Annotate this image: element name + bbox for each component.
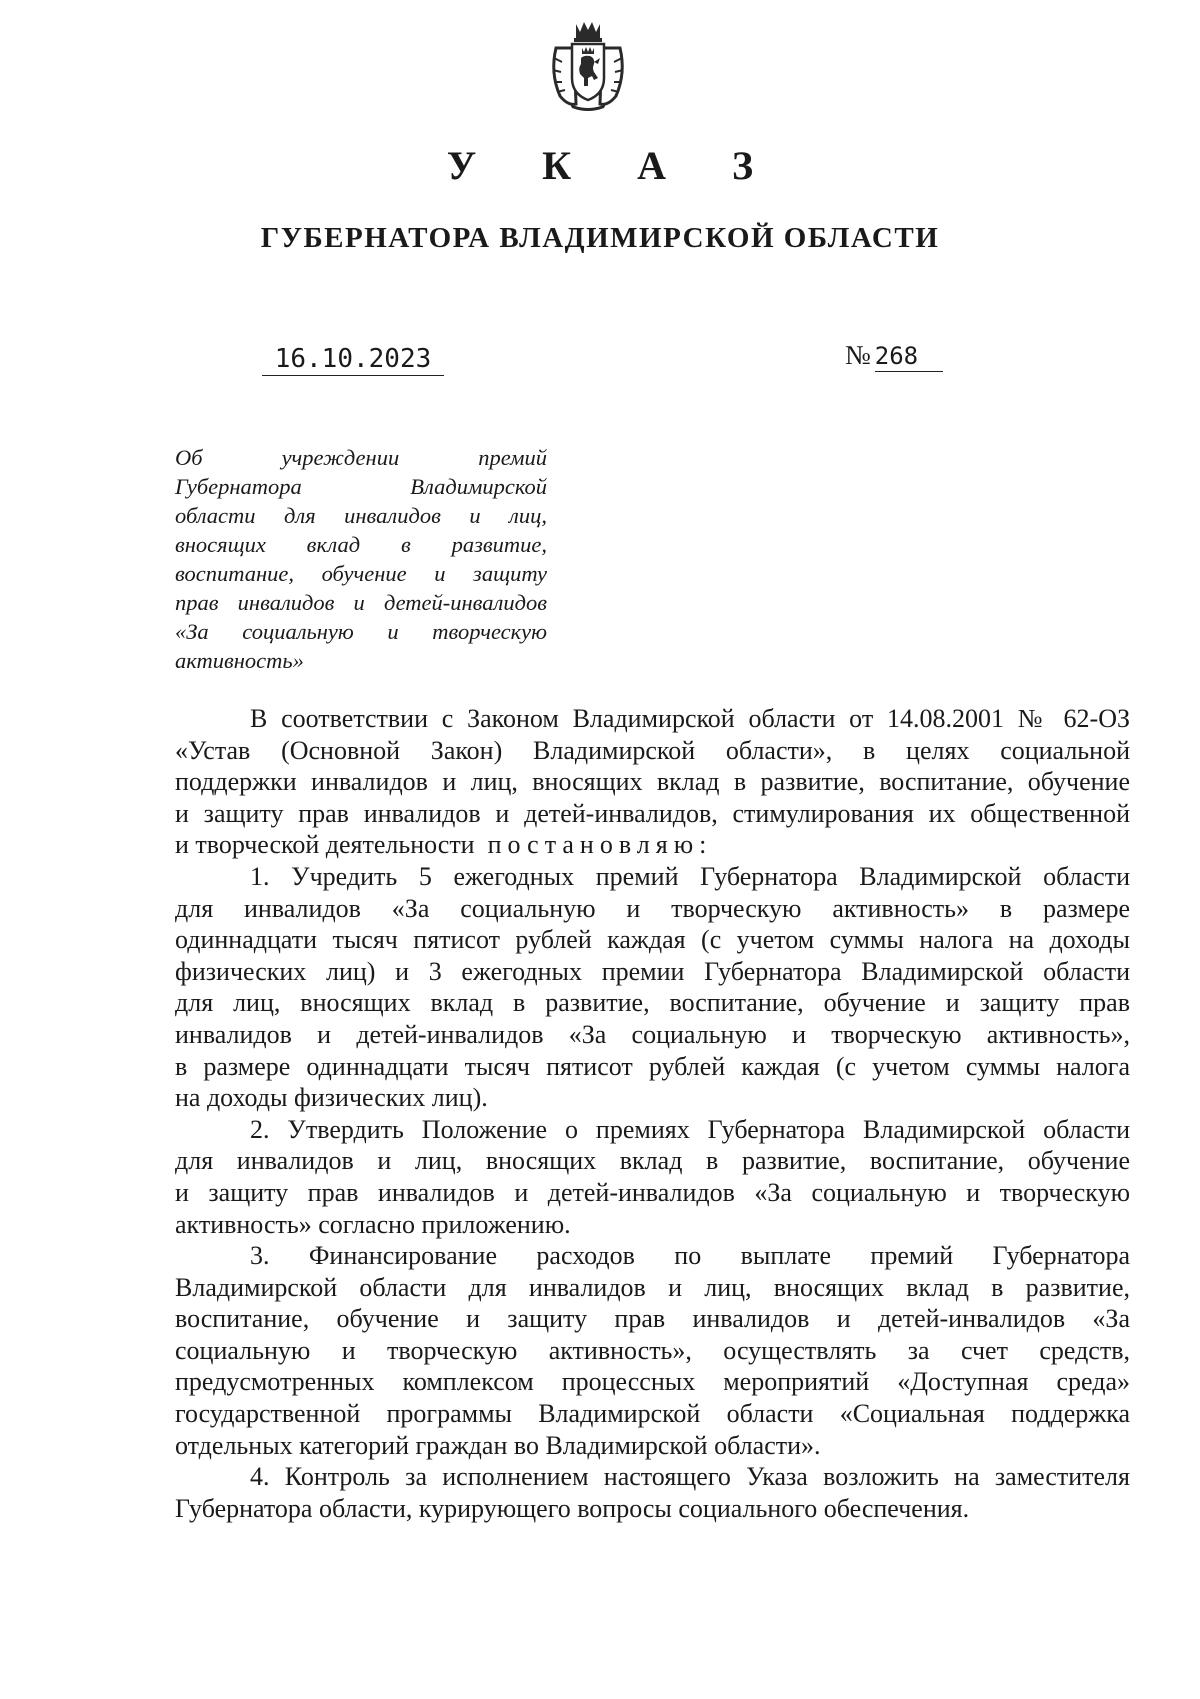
number-value: 268 — [875, 341, 943, 372]
subject-line: воспитание, обучение и защиту — [175, 561, 547, 586]
body-line: активность» согласно приложению. — [175, 1209, 571, 1239]
body-line: «Устав (Основной Закон) Владимирской области», в целях социальной — [175, 735, 1130, 765]
body-line: для инвалидов и лиц, вносящих вклад в развитие, воспитание, обучение — [175, 1146, 1130, 1176]
body-line: физических лиц) и 3 ежегодных премии Губернатора Владимирской области — [175, 956, 1130, 986]
body-line: 3. Финансирование расходов по выплате премий Губернатора — [250, 1241, 1130, 1271]
body-text: и творческой деятельности — [175, 830, 475, 860]
body-line: 1. Учредить 5 ежегодных премий Губернатора Владимирской области — [250, 861, 1130, 891]
document-number — [845, 340, 945, 372]
body-line: социальную и творческую активность», осуществлять за счет средств, — [175, 1335, 1130, 1365]
body-line: 2. Утвердить Положение о премиях Губернатора Владимирской области — [250, 1114, 1130, 1144]
body-line — [175, 829, 1130, 861]
subject-line: Губернатора Владимирской — [175, 474, 547, 499]
subject-line: «За социальную и творческую — [175, 619, 547, 644]
document-subject — [175, 443, 547, 675]
body-line: для лиц, вносящих вклад в развитие, воспитание, обучение и защиту прав — [175, 988, 1130, 1018]
body-line: в размере одиннадцати тысяч пятисот рублей каждая (с учетом суммы налога — [175, 1051, 1130, 1081]
subject-line: прав инвалидов и детей-инвалидов — [175, 590, 547, 615]
body-line: на доходы физических лиц). — [175, 1083, 488, 1113]
subject-line: вносящих вклад в развитие, — [175, 532, 547, 557]
subject-line: области для инвалидов и лиц, — [175, 503, 547, 528]
coat-of-arms-icon — [548, 18, 628, 112]
body-line: В соответствии с Законом Владимирской области от 14.08.2001 № 62-ОЗ — [250, 704, 1130, 733]
subject-line: активность» — [175, 648, 304, 673]
decree-keyword: постановляю: — [487, 830, 713, 860]
document-body — [175, 703, 1130, 1524]
body-line: 4. Контроль за исполнением настоящего Указа возложить на заместителя — [250, 1462, 1130, 1492]
document-subtitle: ГУБЕРНАТОРА ВЛАДИМИРСКОЙ ОБЛАСТИ — [260, 222, 940, 254]
body-line: и защиту прав инвалидов и детей-инвалидов «За социальную и творческую — [175, 1177, 1130, 1207]
body-line: инвалидов и детей-инвалидов «За социальную и творческую активность», — [175, 1019, 1130, 1049]
body-line: поддержки инвалидов и лиц, вносящих вклад в развитие, воспитание, обучение — [175, 767, 1130, 797]
body-line: воспитание, обучение и защиту прав инвалидов и детей-инвалидов «За — [175, 1304, 1130, 1334]
body-line: для инвалидов «За социальную и творческую активность» в размере — [175, 893, 1130, 923]
number-sign: № — [845, 340, 871, 370]
body-line: предусмотренных комплексом процессных мероприятий «Доступная среда» — [175, 1367, 1130, 1397]
document-title: У К А З — [446, 143, 782, 188]
body-line: Владимирской области для инвалидов и лиц, вносящих вклад в развитие, — [175, 1272, 1130, 1302]
body-line: Губернатора области, курирующего вопросы социального обеспечения. — [175, 1493, 970, 1523]
body-line: и защиту прав инвалидов и детей-инвалидов, стимулирования их общественной — [175, 798, 1130, 828]
subject-line: Об учреждении премий — [175, 445, 547, 470]
body-line: одиннадцати тысяч пятисот рублей каждая (с учетом суммы налога на доходы — [175, 925, 1130, 955]
body-line: государственной программы Владимирской области «Социальная поддержка — [175, 1399, 1130, 1429]
body-line: отдельных категорий граждан во Владимирской области». — [175, 1430, 821, 1460]
document-date: 16.10.2023 — [262, 344, 444, 376]
